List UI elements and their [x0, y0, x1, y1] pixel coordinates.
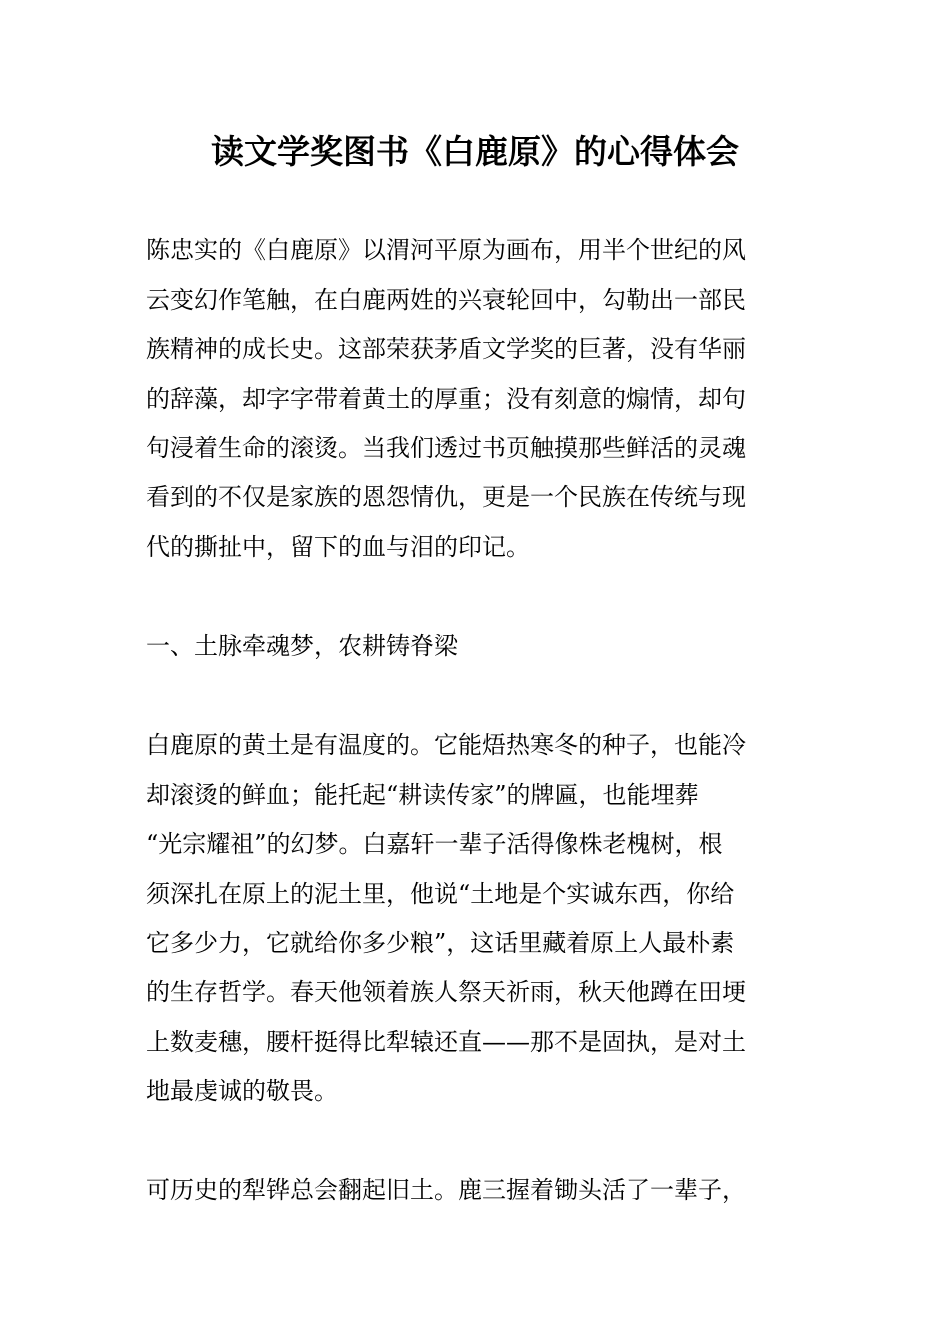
paragraph-line: 白鹿原的黄土是有温度的。它能焐热寒冬的种子，也能冷: [146, 731, 746, 759]
paragraph-line: 它多少力，它就给你多少粮”，这话里藏着原上人最朴素: [146, 929, 735, 957]
paragraph-line: “光宗耀祖”的幻梦。白嘉轩一辈子活得像株老槐树，根: [146, 830, 723, 858]
paragraph-line: 云变幻作笔触，在白鹿两姓的兴衰轮回中，勾勒出一部民: [146, 286, 746, 314]
paragraph-line: 却滚烫的鲜血；能托起“耕读传家”的牌匾，也能埋葬: [146, 781, 699, 809]
paragraph-line: 的辞藻，却字字带着黄土的厚重；没有刻意的煽情，却句: [146, 385, 746, 413]
paragraph-line: 须深扎在原上的泥土里，他说“土地是个实诚东西，你给: [146, 880, 735, 908]
paragraph-line: 族精神的成长史。这部荣获茅盾文学奖的巨著，没有华丽: [146, 335, 746, 363]
paragraph-line: 句浸着生命的滚烫。当我们透过书页触摸那些鲜活的灵魂: [146, 434, 746, 462]
document-title: 读文学奖图书《白鹿原》的心得体会: [211, 132, 739, 171]
paragraph-line: 代的撕扯中，留下的血与泪的印记。: [146, 533, 530, 561]
paragraph-line: 陈忠实的《白鹿原》以渭河平原为画布，用半个世纪的风: [146, 236, 746, 264]
paragraph-line: 地最虔诚的敬畏。: [146, 1077, 338, 1105]
paragraph-line: 的生存哲学。春天他领着族人祭天祈雨，秋天他蹲在田埂: [146, 978, 746, 1006]
paragraph-line: 上数麦穗，腰杆挺得比犁辕还直——那不是固执，是对土: [146, 1028, 746, 1056]
paragraph-line: 看到的不仅是家族的恩怨情仇，更是一个民族在传统与现: [146, 483, 746, 511]
paragraph-line: 可历史的犁铧总会翻起旧土。鹿三握着锄头活了一辈子，: [146, 1176, 746, 1204]
section-heading: 一、土脉牵魂梦，农耕铸脊梁: [146, 632, 458, 660]
